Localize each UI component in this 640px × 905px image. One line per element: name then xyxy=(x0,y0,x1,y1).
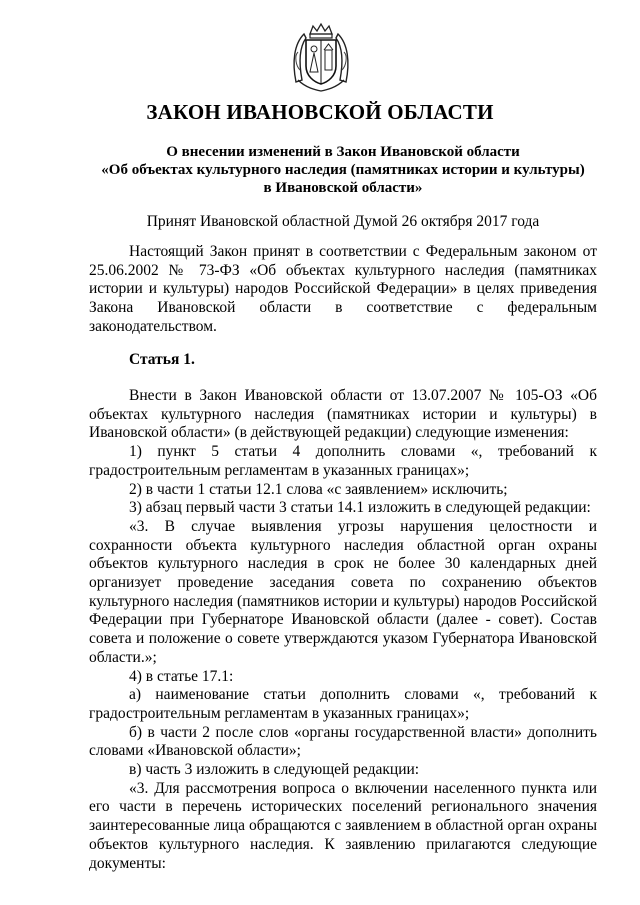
intro-paragraph: Настоящий Закон принят в соответствии с Федеральным законом от 25.06.2002 № 73-ФЗ «Об объектах культурного наследия (памятниках истории и культуры) народов Российской Федерации» в целях приведения Закона Ивановской области в соответствие с федеральным законодательством. xyxy=(89,243,597,335)
coat-of-arms-icon xyxy=(290,22,352,94)
article-body xyxy=(89,387,597,873)
article-paragraph: 4) в статье 17.1: xyxy=(129,667,234,685)
article-paragraph: Внести в Закон Ивановской области от 13.07.2007 № 105-ОЗ «Об объектах культурного наследия (памятниках истории и культуры) в Ивановской области» (в действующей редакции) следующие изменения: xyxy=(89,387,597,442)
article-heading: Статья 1. xyxy=(129,351,195,368)
article-paragraph: а) наименование статьи дополнить словами «, требований к градостроительным регламентам в указанных границах»; xyxy=(89,686,597,722)
article-paragraph: 2) в части 1 статьи 12.1 слова «с заявлением» исключить; xyxy=(129,480,508,498)
article-paragraph: «3. В случае выявления угрозы нарушения целостности и сохранности объекта культурного наследия областной орган охраны объектов культурного наследия в срок не более 30 календарных дней организует проведение заседания совета по сохранению объектов культурного наследия (памятников истории и культуры) народов Российской Федерации при Губернаторе Ивановской области (далее - совет). Состав совета и положение о совете утверждаются указом Губернатора Ивановской области.»; xyxy=(89,517,597,666)
article-paragraph: «3. Для рассмотрения вопроса о включении населенного пункта или его части в перечень исторических поселений регионального значения заинтересованные лица обращаются с заявлением в областной орган охраны объектов культурного наследия. К заявлению прилагаются следующие документы: xyxy=(89,779,597,872)
subtitle-line: О внесении изменений в Закон Ивановской области xyxy=(166,144,520,160)
subtitle-line: в Ивановской области» xyxy=(263,180,423,196)
law-subtitle xyxy=(89,143,597,197)
article-paragraph: 1) пункт 5 статьи 4 дополнить словами «, требований к градостроительным регламентам в указанных границах»; xyxy=(89,443,597,479)
subtitle-line: «Об объектах культурного наследия (памятниках истории и культуры) xyxy=(101,162,585,178)
law-title: ЗАКОН ИВАНОВСКОЙ ОБЛАСТИ xyxy=(146,100,494,124)
article-paragraph: 3) абзац первый части 3 статьи 14.1 изложить в следующей редакции: xyxy=(129,499,591,517)
intro-section xyxy=(89,243,597,337)
article-paragraph: б) в части 2 после слов «органы государственной власти» дополнить словами «Ивановской области»; xyxy=(89,723,597,760)
adoption-line: Принят Ивановской областной Думой 26 октября 2017 года xyxy=(146,213,540,230)
article-paragraph: в) часть 3 изложить в следующей редакции: xyxy=(129,761,420,779)
